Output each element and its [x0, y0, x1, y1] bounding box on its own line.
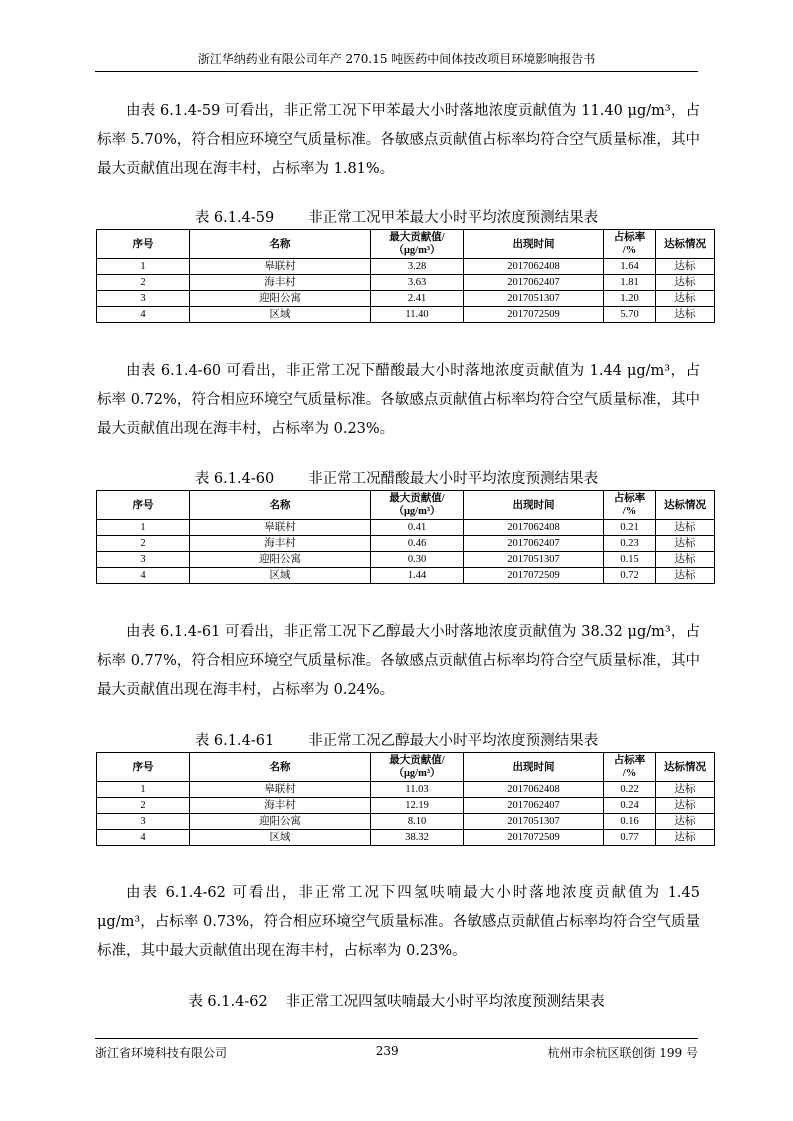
- table-cell: 迎阳公寓: [190, 291, 371, 307]
- table-cell: 3: [97, 814, 190, 830]
- table-cell: 达标: [656, 798, 715, 814]
- col-time: 出现时间: [464, 753, 604, 782]
- table-cell: 2017062408: [464, 520, 604, 536]
- table-cell: 2017062407: [464, 275, 604, 291]
- table-cell: 达标: [656, 552, 715, 568]
- col-rate: 占标率 /%: [604, 491, 656, 520]
- paragraph-62: 由表 6.1.4-62 可看出，非正常工况下四氢呋喃最大小时落地浓度贡献值为 1.45 μg/m³，占标率 0.73%，符合相应环境空气质量标准。各敏感点贡献值占标率均符合空气质量标准，其中最大贡献值出现在海丰村，占标率为 0.23%。: [97, 885, 700, 959]
- table-cell: 达标: [656, 275, 715, 291]
- col-no: 序号: [97, 753, 190, 782]
- table-cell: 0.46: [371, 536, 464, 552]
- table-header-row: [97, 230, 715, 259]
- table-row: [97, 552, 715, 568]
- table-cell: 1: [97, 259, 190, 275]
- table-cell: 2017072509: [464, 830, 604, 846]
- page-number: 239: [375, 1044, 399, 1058]
- table-cell: 迎阳公寓: [190, 552, 371, 568]
- table-cell: 2017051307: [464, 552, 604, 568]
- caption-number: 表 6.1.4-62: [188, 994, 268, 1010]
- col-no: 序号: [97, 230, 190, 259]
- table-cell: 1: [97, 520, 190, 536]
- table-cell: 0.16: [604, 814, 656, 830]
- caption-number: 表 6.1.4-59: [194, 210, 275, 226]
- paragraph-61: 由表 6.1.4-61 可看出，非正常工况下乙醇最大小时落地浓度贡献值为 38.32 μg/m³，占标率 0.77%，符合相应环境空气质量标准。各敏感点贡献值占标率均符合空气质量标准，其中最大贡献值出现在海丰村，占标率为 0.24%。: [97, 624, 700, 698]
- table-cell: 达标: [656, 291, 715, 307]
- table-cell: 4: [97, 307, 190, 323]
- table-cell: 达标: [656, 307, 715, 323]
- col-time: 出现时间: [464, 491, 604, 520]
- table-cell: 0.23: [604, 536, 656, 552]
- caption-title: 非正常工况乙醇最大小时平均浓度预测结果表: [308, 733, 599, 749]
- table-cell: 5.70: [604, 307, 656, 323]
- table-cell: 1.81: [604, 275, 656, 291]
- table-row: [97, 568, 715, 584]
- col-time: 出现时间: [464, 230, 604, 259]
- table-cell: 达标: [656, 830, 715, 846]
- table-row: [97, 520, 715, 536]
- table-cell: 达标: [656, 536, 715, 552]
- table-cell: 达标: [656, 814, 715, 830]
- table-cell: 2017051307: [464, 814, 604, 830]
- table-cell: 1.64: [604, 259, 656, 275]
- table-cell: 0.77: [604, 830, 656, 846]
- table-cell: 11.03: [371, 782, 464, 798]
- col-max: 最大贡献值/ （μg/m³）: [371, 753, 464, 782]
- page-footer: [95, 1038, 698, 1061]
- table-row: [97, 782, 715, 798]
- table-cell: 1: [97, 782, 190, 798]
- table-cell: 海丰村: [190, 798, 371, 814]
- table-cell: 2.41: [371, 291, 464, 307]
- paragraph-59: 由表 6.1.4-59 可看出，非正常工况下甲苯最大小时落地浓度贡献值为 11.40 μg/m³，占标率 5.70%，符合相应环境空气质量标准。各敏感点贡献值占标率均符合空气质量标准，其中最大贡献值出现在海丰村，占标率为 1.81%。: [97, 103, 700, 177]
- table-cell: 3: [97, 291, 190, 307]
- table-caption-61: [95, 729, 698, 750]
- table-cell: 达标: [656, 782, 715, 798]
- table-row: [97, 798, 715, 814]
- caption-number: 表 6.1.4-60: [194, 471, 275, 487]
- table-cell: 0.41: [371, 520, 464, 536]
- table-header-row: [97, 491, 715, 520]
- table-cell: 2: [97, 798, 190, 814]
- table-row: [97, 291, 715, 307]
- col-max: 最大贡献值/ （μg/m³）: [371, 230, 464, 259]
- table-cell: 2017062408: [464, 782, 604, 798]
- col-status: 达标情况: [656, 753, 715, 782]
- table-cell: 达标: [656, 259, 715, 275]
- footer-company: 浙江省环境科技有限公司: [95, 1046, 228, 1060]
- caption-number: 表 6.1.4-61: [194, 733, 275, 749]
- table-cell: 海丰村: [190, 536, 371, 552]
- table-cell: 区域: [190, 307, 371, 323]
- table-cell: 皋联村: [190, 520, 371, 536]
- col-name: 名称: [190, 753, 371, 782]
- table-row: [97, 536, 715, 552]
- table-cell: 3.28: [371, 259, 464, 275]
- table-cell: 4: [97, 830, 190, 846]
- table-cell: 区域: [190, 830, 371, 846]
- table-row: [97, 830, 715, 846]
- col-name: 名称: [190, 491, 371, 520]
- page-header: 浙江华纳药业有限公司年产 270.15 吨医药中间体技改项目环境影响报告书: [95, 50, 698, 72]
- table-caption-60: [95, 467, 698, 488]
- table-caption-62: [95, 990, 698, 1011]
- table-cell: 38.32: [371, 830, 464, 846]
- caption-title: 非正常工况醋酸最大小时平均浓度预测结果表: [308, 471, 599, 487]
- table-cell: 3.63: [371, 275, 464, 291]
- col-status: 达标情况: [656, 230, 715, 259]
- footer-address: 杭州市余杭区联创街 199 号: [547, 1046, 698, 1060]
- table-cell: 1.44: [371, 568, 464, 584]
- table-cell: 4: [97, 568, 190, 584]
- table-cell: 海丰村: [190, 275, 371, 291]
- caption-title: 非正常工况甲苯最大小时平均浓度预测结果表: [308, 210, 599, 226]
- table-cell: 1.20: [604, 291, 656, 307]
- table-cell: 皋联村: [190, 259, 371, 275]
- table-header-row: [97, 753, 715, 782]
- col-status: 达标情况: [656, 491, 715, 520]
- table-cell: 2: [97, 275, 190, 291]
- table-caption-59: [95, 206, 698, 227]
- table-cell: 0.72: [604, 568, 656, 584]
- col-rate: 占标率 /%: [604, 753, 656, 782]
- table-row: [97, 307, 715, 323]
- table-cell: 0.15: [604, 552, 656, 568]
- table-cell: 2017062408: [464, 259, 604, 275]
- table-cell: 8.10: [371, 814, 464, 830]
- col-no: 序号: [97, 491, 190, 520]
- caption-title: 非正常工况四氢呋喃最大小时平均浓度预测结果表: [285, 994, 605, 1010]
- table-cell: 12.19: [371, 798, 464, 814]
- paragraph-60: 由表 6.1.4-60 可看出，非正常工况下醋酸最大小时落地浓度贡献值为 1.44 μg/m³，占标率 0.72%，符合相应环境空气质量标准。各敏感点贡献值占标率均符合空气质量标准，其中最大贡献值出现在海丰村，占标率为 0.23%。: [97, 363, 700, 437]
- table-cell: 达标: [656, 520, 715, 536]
- table-cell: 迎阳公寓: [190, 814, 371, 830]
- result-table-61: [96, 752, 715, 846]
- table-cell: 0.22: [604, 782, 656, 798]
- col-name: 名称: [190, 230, 371, 259]
- table-row: [97, 814, 715, 830]
- table-row: [97, 259, 715, 275]
- table-cell: 2: [97, 536, 190, 552]
- table-cell: 2017051307: [464, 291, 604, 307]
- table-cell: 0.24: [604, 798, 656, 814]
- table-cell: 2017072509: [464, 568, 604, 584]
- table-cell: 0.21: [604, 520, 656, 536]
- table-cell: 达标: [656, 568, 715, 584]
- table-cell: 0.30: [371, 552, 464, 568]
- col-max: 最大贡献值/ （μg/m³）: [371, 491, 464, 520]
- table-cell: 3: [97, 552, 190, 568]
- table-cell: 皋联村: [190, 782, 371, 798]
- table-cell: 11.40: [371, 307, 464, 323]
- table-cell: 2017072509: [464, 307, 604, 323]
- result-table-59: [96, 229, 715, 323]
- table-cell: 2017062407: [464, 798, 604, 814]
- col-rate: 占标率 /%: [604, 230, 656, 259]
- table-row: [97, 275, 715, 291]
- table-cell: 区域: [190, 568, 371, 584]
- result-table-60: [96, 490, 715, 584]
- table-cell: 2017062407: [464, 536, 604, 552]
